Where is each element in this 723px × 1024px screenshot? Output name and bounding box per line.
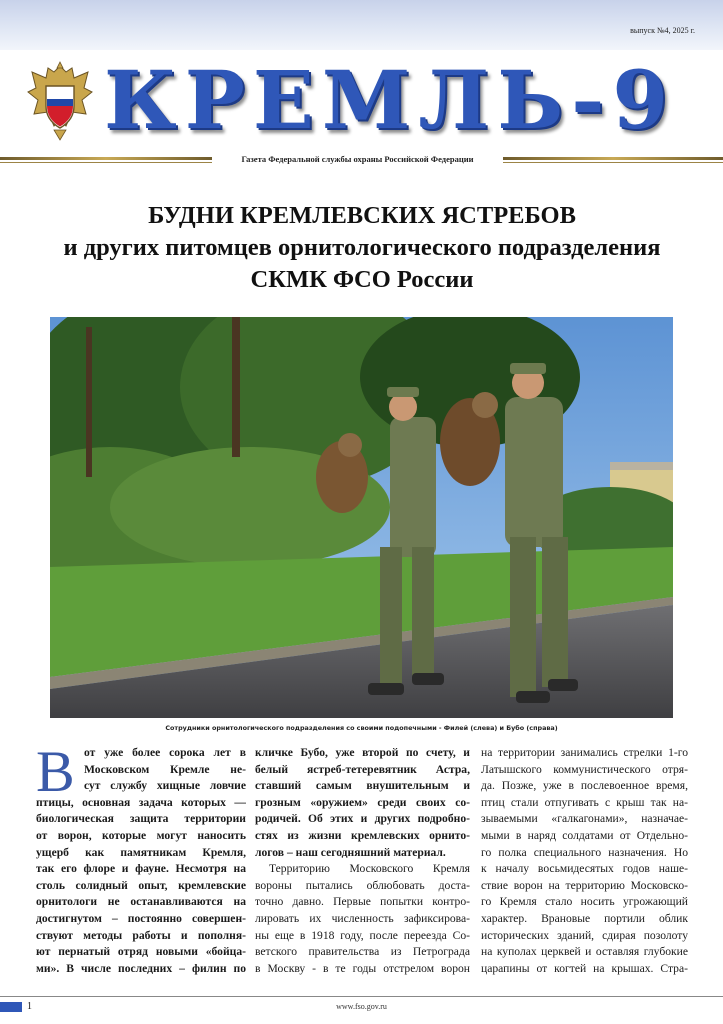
- text-line: ми». В числе последних – филин по: [36, 961, 246, 975]
- masthead-subtitle: Газета Федеральной службы охраны Российской Федерации: [241, 154, 474, 164]
- text-line: Территорию Московского Кремля: [269, 862, 470, 876]
- text-line: логов – наш сегодняшний материал.: [255, 845, 446, 859]
- text-line: точно давно. Первые попытки контро-: [255, 895, 470, 909]
- text-line: ют пернатый отряд новыми «бойца-: [36, 945, 246, 959]
- text-line: ущерб как памятникам Кремля,: [36, 845, 246, 859]
- text-line: мыми в наряд солдатами от Отдельно-: [481, 828, 688, 842]
- text-line: биологическая защита территории: [36, 812, 246, 826]
- photo-caption: Сотрудники орнитологического подразделения со своими подопечными - Филей (слева) и Бубо (справа): [165, 724, 558, 732]
- gold-rule-left: [0, 157, 212, 160]
- fso-emblem-icon: [24, 60, 96, 142]
- text-line: в Москву - в те годы отстрелом ворон: [255, 961, 470, 975]
- gold-rule-left-thin: [0, 162, 212, 163]
- headline-line: СКМК ФСО России: [250, 266, 474, 293]
- text-line: ветского правительства из Петрограда: [255, 945, 470, 959]
- footer-site-link[interactable]: www.fso.gov.ru: [336, 1002, 387, 1011]
- text-line: достигнутом – постоянно совершен-: [36, 911, 246, 925]
- text-line: так его флоре и фауне. Несмотря на: [36, 862, 246, 876]
- text-line: ствие ворон на территорию Московско-: [481, 878, 688, 892]
- gold-rule-right-thin: [503, 162, 723, 163]
- text-line: орнитологи не останавливаются на: [36, 895, 246, 909]
- text-line: стях из жизни кремлевских орнито-: [255, 828, 470, 842]
- masthead-title: КРЕМЛЬ-9: [104, 53, 677, 147]
- text-line: ставший самым внушительным и: [255, 779, 470, 793]
- article-column-2: [255, 745, 470, 977]
- text-line: птицы, основная задача которых —: [36, 795, 246, 809]
- header-band: [0, 0, 723, 50]
- text-line: птиц стали отпугивать с крыш так на-: [481, 795, 688, 809]
- gold-rule-right: [503, 157, 723, 160]
- text-line: сут службу хищные ловчие: [84, 779, 246, 793]
- text-line: родичей. Об этих и других подробно-: [255, 812, 470, 826]
- text-line: да. Позже, уже в послевоенное время,: [481, 779, 688, 793]
- text-line: кличке Бубо, уже второй по счету, и: [255, 746, 470, 759]
- drop-cap: В: [36, 739, 75, 804]
- text-line: го полка специального назначения. Но: [481, 845, 688, 859]
- text-line: царапины от когтей на крышах. Стра-: [481, 961, 688, 975]
- article-photo: [50, 317, 673, 718]
- issue-label: выпуск №4, 2025 г.: [630, 26, 695, 35]
- text-line: на территории занимались стрелки 1-го: [481, 746, 688, 759]
- text-line: характер. Врановые портили облик: [481, 911, 688, 925]
- article-column-3: [481, 745, 688, 977]
- text-line: столь солидный опыт, кремлевские: [36, 878, 246, 892]
- text-line: ны еще в 1918 году, после переезда Со-: [255, 928, 470, 942]
- text-line: грозным «оружием» среди своих со-: [255, 795, 470, 809]
- text-line: от ворон, которые могут наносить: [36, 828, 246, 842]
- text-line: лировать их численность зафиксирова-: [255, 911, 470, 925]
- article-headline: [28, 200, 696, 296]
- text-line: от уже более сорока лет в: [84, 746, 246, 759]
- text-line: Московском Кремле не-: [84, 762, 246, 776]
- footer-rule: [0, 996, 723, 997]
- text-line: ствуют методы работы и пополня-: [36, 928, 246, 942]
- text-line: Латышского коммунистического отря-: [481, 762, 688, 776]
- article-column-1: [36, 739, 246, 977]
- text-line: к началу восьмидесятых годов наше-: [481, 862, 688, 876]
- text-line: исторических зданий, сдирая позолоту: [481, 928, 688, 942]
- text-line: зываемыми «галкагонами», назначае-: [481, 812, 688, 826]
- text-line: на куполах церквей и оставляя глубокие: [481, 945, 688, 959]
- headline-line: БУДНИ КРЕМЛЕВСКИХ ЯСТРЕБОВ: [148, 202, 576, 229]
- text-line: го Кремля стало носить угрожающий: [481, 895, 688, 909]
- headline-line: и других питомцев орнитологического подразделения: [63, 234, 661, 261]
- text-line: белый ястреб-тетеревятник Астра,: [255, 762, 470, 776]
- page-number: 1: [27, 1001, 32, 1012]
- text-line: вороны пытались облюбовать доста-: [255, 878, 470, 892]
